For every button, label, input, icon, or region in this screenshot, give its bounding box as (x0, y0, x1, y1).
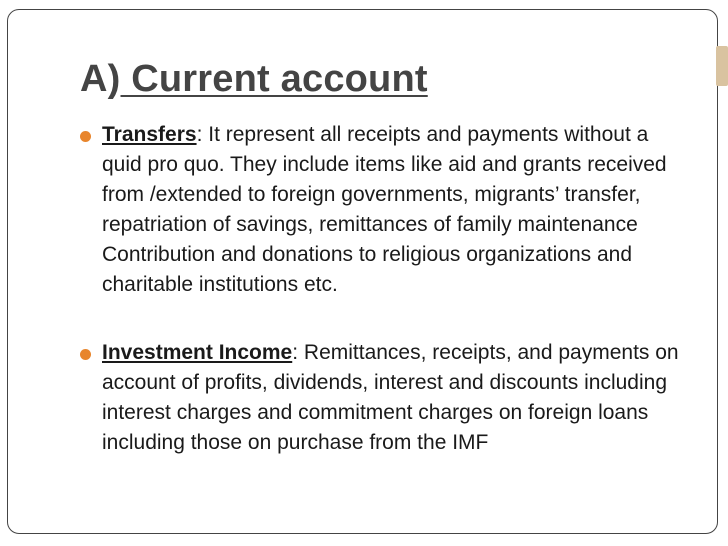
slide-title (80, 58, 428, 101)
bullet-text: : Remittances, receipts, and payments on account of profits, dividends, interest and discounts including interest charges and commitment charges on foreign loans including those on purchase from the IMF (102, 341, 679, 454)
bullet-transfers (78, 120, 688, 300)
bullet-list (78, 120, 688, 458)
bullet-term: Investment Income (102, 341, 293, 364)
accent-tab (716, 46, 728, 86)
bullet-text: : It represent all receipts and payments without a quid pro quo. They include items like aid and grants received from /extended to foreign governments, migrants’ transfer, repatriation of savings, remittances of family maintenance Contribution and donations to religious organizations and charitable institutions etc. (102, 123, 667, 296)
bullet-investment-income (78, 338, 688, 458)
title-prefix: A) (80, 58, 121, 100)
bullet-term: Transfers (102, 123, 197, 146)
bullet-dot-icon (80, 349, 91, 360)
title-main: Current account (120, 58, 428, 100)
bullet-dot-icon (80, 131, 91, 142)
